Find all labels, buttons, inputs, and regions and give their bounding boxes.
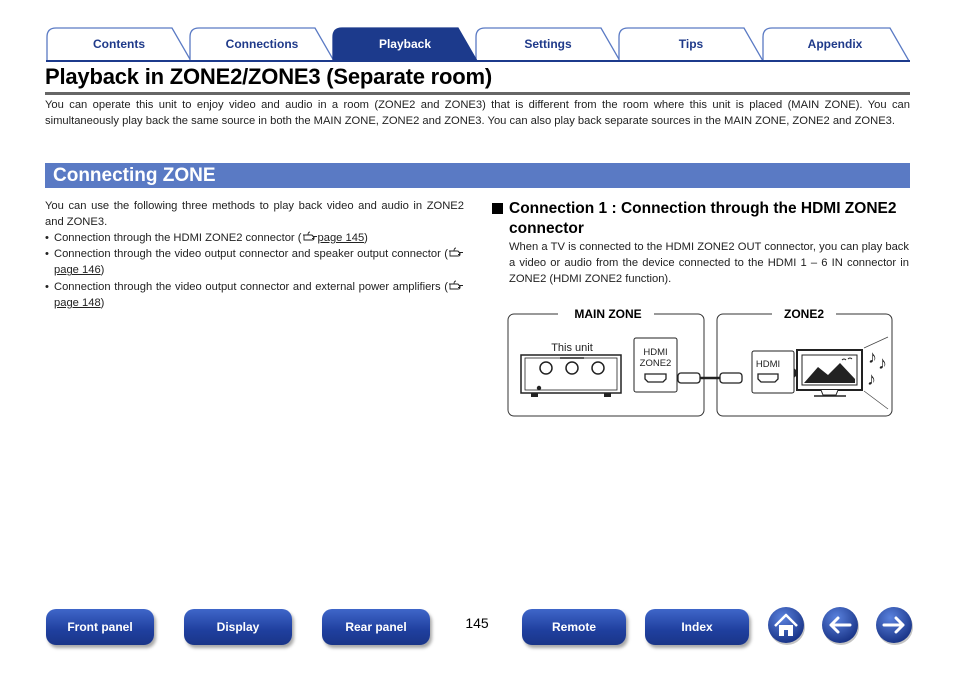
- methods-intro: You can use the following three methods to play back video and audio in ZONE2 and ZONE3.: [45, 200, 464, 229]
- page-ref-link[interactable]: [302, 232, 365, 244]
- hdmi-in-label: HDMI: [755, 359, 781, 370]
- bullet-text: Connection through the video output connector and speaker output connector (: [54, 248, 448, 261]
- tab-label: Playback: [378, 37, 432, 51]
- title-divider: [45, 92, 910, 95]
- front-panel-button[interactable]: Front panel: [46, 609, 154, 645]
- page-ref[interactable]: page 146: [54, 264, 101, 277]
- forward-button[interactable]: [875, 606, 915, 646]
- music-note-icon: ♪: [878, 353, 887, 373]
- hdmi-zone2-label-line2: ZONE2: [639, 358, 672, 369]
- connection-description: When a TV is connected to the HDMI ZONE2 OUT connector, you can play back a video or audio from the device connected to the HDMI 1 – 6 IN connector in ZONE2 (HDMI ZONE2 function).: [509, 241, 909, 286]
- tab-contents[interactable]: [46, 27, 192, 61]
- tab-label: Contents: [93, 37, 145, 51]
- tab-underline: [46, 60, 910, 62]
- bullet-text: Connection through the HDMI ZONE2 connector (: [54, 232, 302, 244]
- this-unit-label: This unit: [551, 342, 593, 354]
- tab-appendix[interactable]: [762, 27, 908, 61]
- methods-list: [45, 230, 464, 311]
- page-number: 145: [465, 615, 489, 631]
- heading-square-marker: [492, 203, 503, 214]
- display-button[interactable]: Display: [184, 609, 292, 645]
- hdmi-cable-icon: [678, 373, 742, 383]
- hdmi-port-icon: [645, 374, 666, 382]
- tab-bar: [46, 27, 910, 61]
- bullet-text: Connection through the video output connector and external power amplifiers (: [54, 280, 448, 293]
- index-button[interactable]: Index: [645, 609, 749, 645]
- music-note-icon: ♪: [867, 369, 876, 389]
- tab-settings[interactable]: [475, 27, 621, 61]
- tab-label: Tips: [678, 37, 704, 51]
- av-receiver-icon: [521, 355, 621, 397]
- zone2-label: ZONE2: [783, 307, 825, 321]
- hdmi-port-icon: [758, 374, 778, 382]
- music-note-icon: ♪: [868, 347, 877, 367]
- page-ref[interactable]: page 148: [54, 296, 101, 309]
- main-zone-label: MAIN ZONE: [574, 307, 642, 321]
- tab-label: Connections: [225, 37, 299, 51]
- pointing-hand-icon: [448, 280, 464, 291]
- list-item: [45, 230, 464, 246]
- rear-panel-button[interactable]: Rear panel: [322, 609, 430, 645]
- remote-button[interactable]: Remote: [522, 609, 626, 645]
- section-header: [45, 163, 910, 188]
- tab-playback[interactable]: [332, 27, 478, 61]
- bullet-end: ): [100, 264, 105, 277]
- back-button[interactable]: [821, 606, 861, 646]
- zone-connection-diagram: [506, 305, 894, 420]
- home-button[interactable]: [767, 606, 807, 646]
- tv-icon: [797, 350, 862, 396]
- tab-tips[interactable]: [618, 27, 764, 61]
- subsection-heading: Connection 1 : Connection through the HDMI ZONE2 connector: [509, 200, 897, 237]
- tab-connections[interactable]: [189, 27, 335, 61]
- pointing-hand-icon: [448, 247, 464, 258]
- page-ref[interactable]: page 145: [317, 232, 365, 244]
- list-item: [45, 279, 464, 311]
- tab-label: Settings: [524, 37, 572, 51]
- page-title: Playback in ZONE2/ZONE3 (Separate room): [45, 64, 493, 89]
- section-title: Connecting ZONE: [53, 165, 216, 186]
- bullet-end: ): [364, 232, 368, 244]
- intro-paragraph: You can operate this unit to enjoy video and audio in a room (ZONE2 and ZONE3) that is different from the room where this unit is placed (MAIN ZONE). You can simultaneously play back the same source in both the MAIN ZONE, ZONE2 and ZONE3. You can also play back separate sources in the MAIN ZONE, ZONE2 and ZONE3.: [45, 99, 910, 128]
- bullet-end: ): [100, 296, 105, 309]
- pointing-hand-icon: [302, 231, 318, 242]
- tab-label: Appendix: [807, 37, 863, 51]
- hdmi-zone2-label-line1: HDMI: [643, 347, 668, 358]
- hdmi-in-box: [752, 351, 794, 393]
- list-item: [45, 246, 464, 278]
